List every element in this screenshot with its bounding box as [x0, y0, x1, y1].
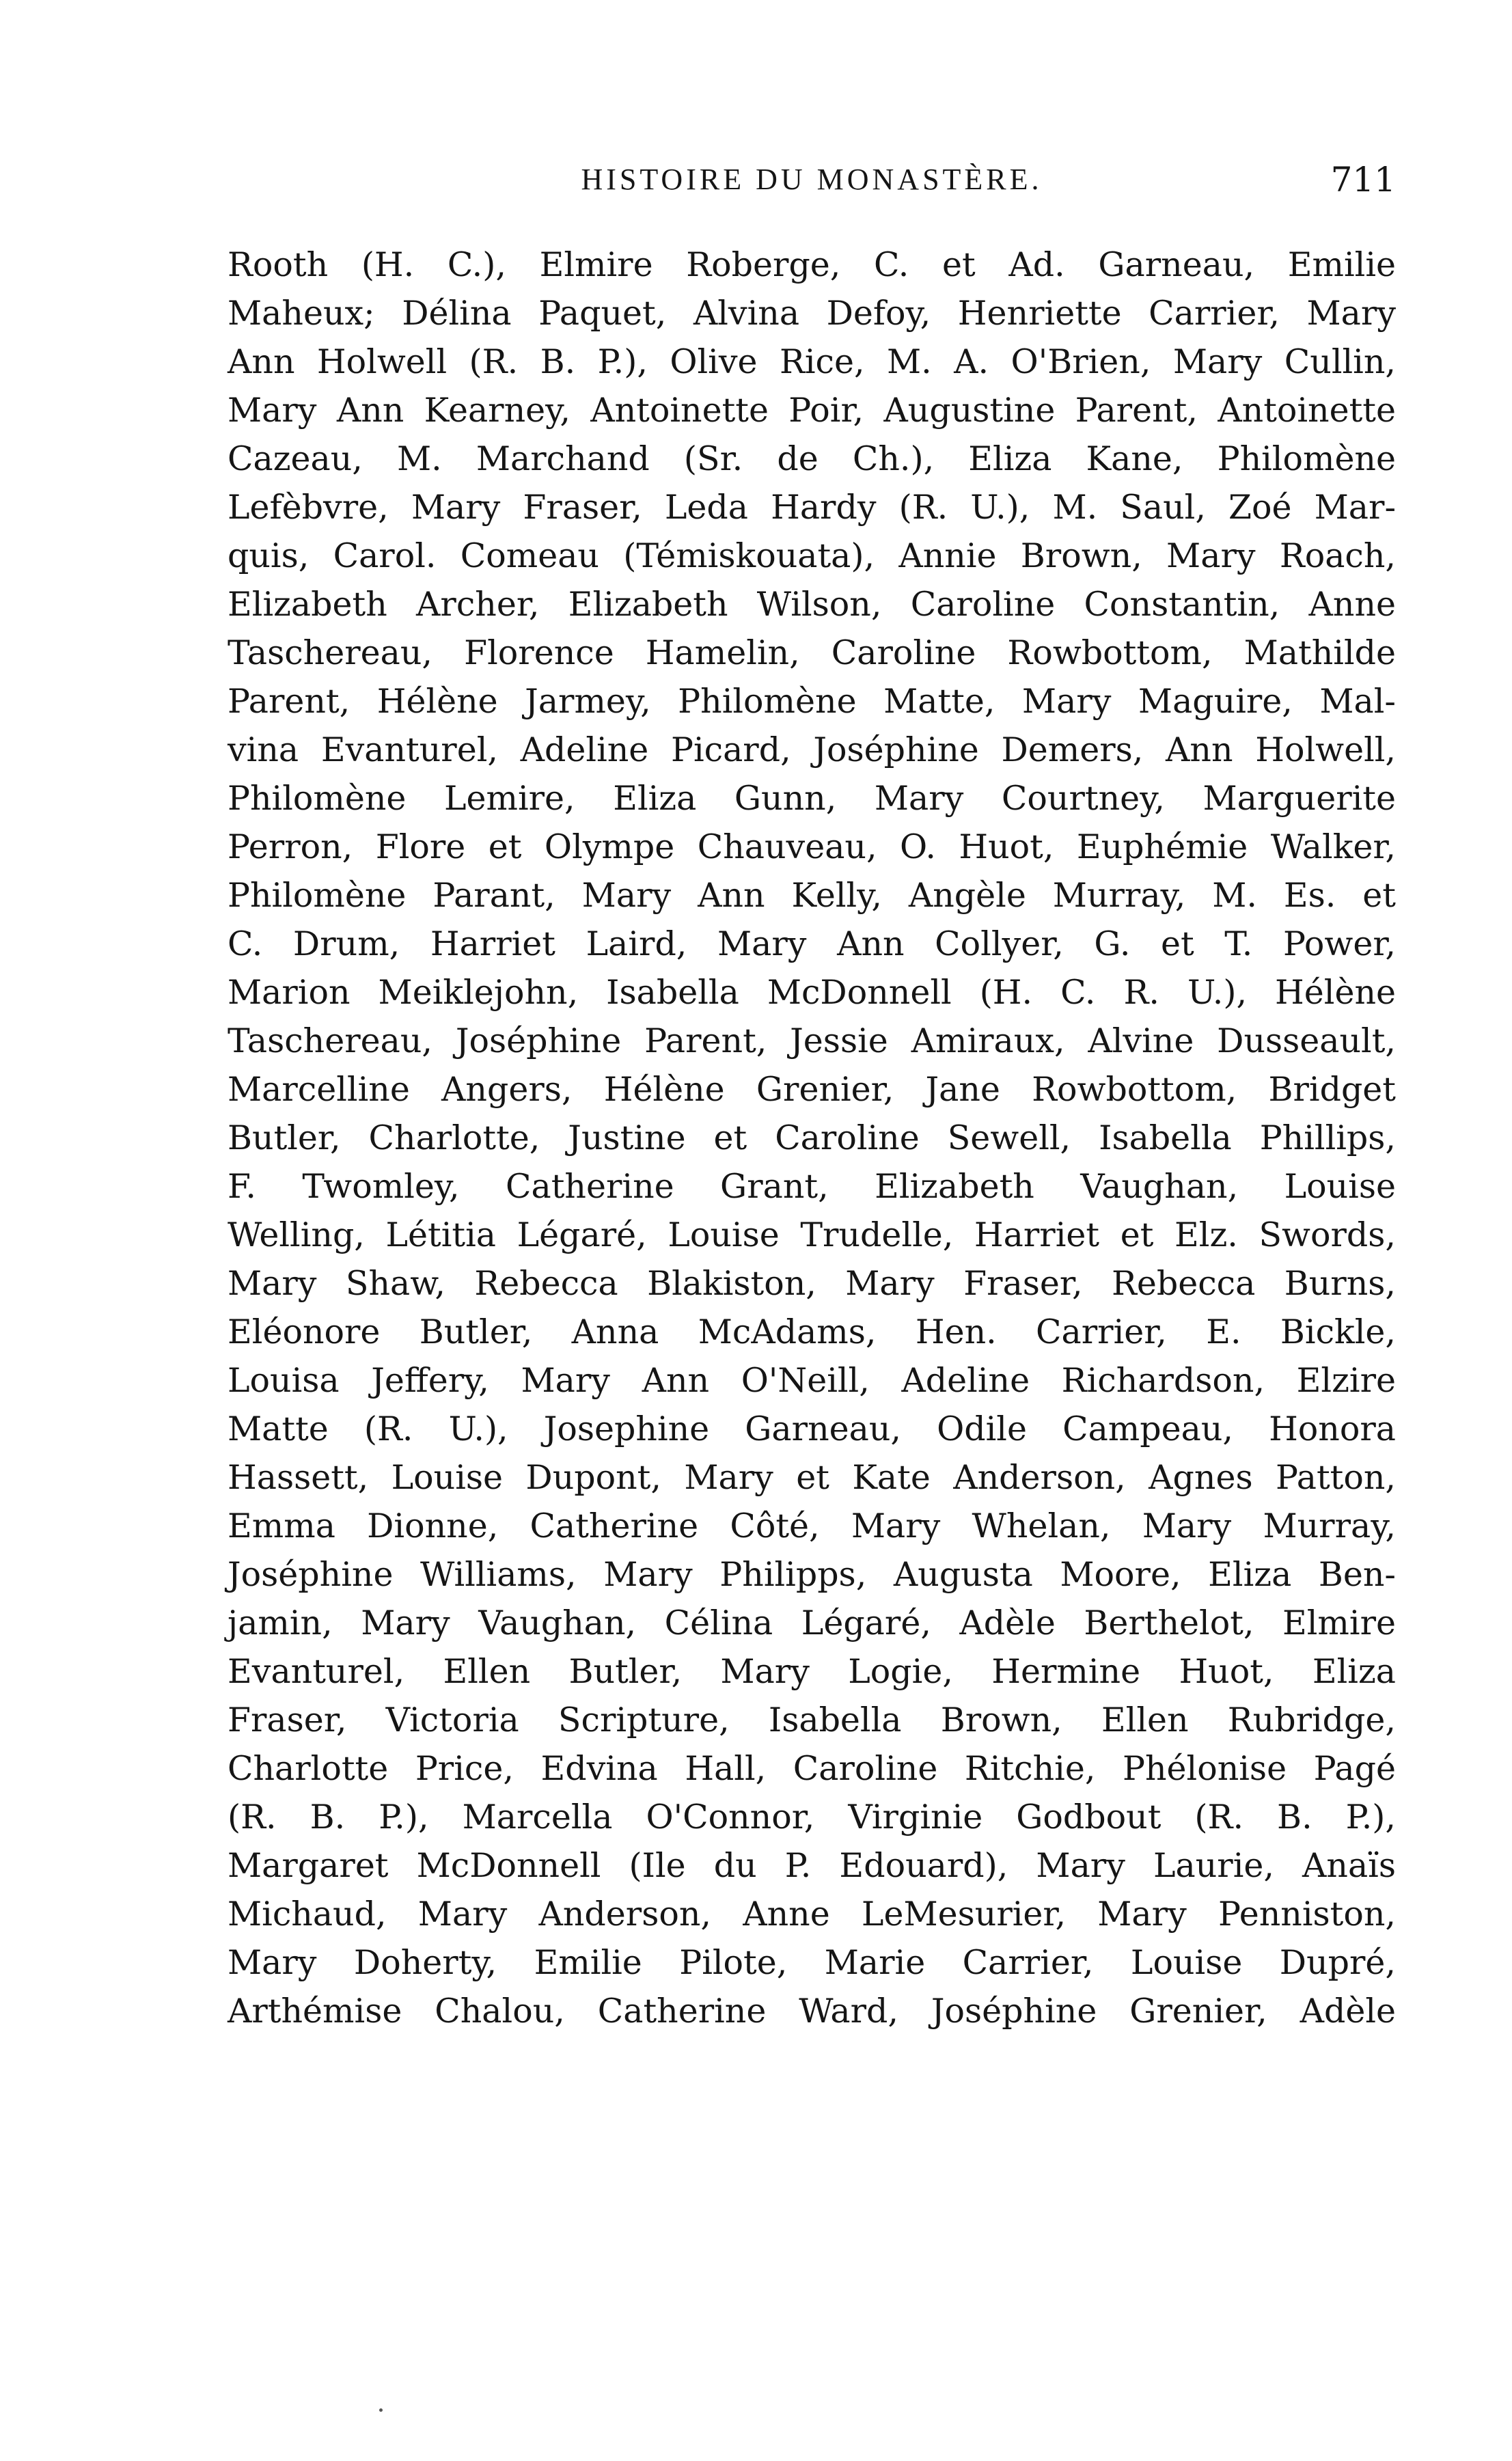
running-title: HISTOIRE DU MONASTÈRE. [581, 163, 1043, 196]
text-line: Mary Shaw, Rebecca Blakiston, Mary Fraser, Rebecca Burns, [228, 1264, 1396, 1303]
text-line: Louisa Jeffery, Mary Ann O'Neill, Adeline Richardson, Elzire [228, 1361, 1396, 1400]
text-line: vina Evanturel, Adeline Picard, Joséphine Demers, Ann Holwell, [228, 730, 1396, 769]
text-line: Mary Ann Kearney, Antoinette Poir, Augustine Parent, Antoinette [228, 391, 1396, 430]
ink-speck [379, 2408, 383, 2412]
text-line: Eléonore Butler, Anna McAdams, Hen. Carrier, E. Bickle, [228, 1312, 1396, 1351]
running-header [228, 156, 1396, 204]
text-line: F. Twomley, Catherine Grant, Elizabeth Vaughan, Louise [228, 1167, 1396, 1206]
text-line: Butler, Charlotte, Justine et Caroline Sewell, Isabella Phillips, [228, 1118, 1396, 1157]
text-line: Marcelline Angers, Hélène Grenier, Jane Rowbottom, Bridget [228, 1070, 1396, 1109]
text-line: Margaret McDonnell (Ile du P. Edouard), Mary Laurie, Anaïs [228, 1846, 1396, 1885]
text-line: (R. B. P.), Marcella O'Connor, Virginie Godbout (R. B. P.), [228, 1798, 1396, 1837]
text-line: Philomène Parant, Mary Ann Kelly, Angèle Murray, M. Es. et [228, 876, 1396, 915]
text-line: Hassett, Louise Dupont, Mary et Kate Anderson, Agnes Patton, [228, 1458, 1396, 1497]
text-line: Marion Meiklejohn, Isabella McDonnell (H. C. R. U.), Hélène [228, 973, 1396, 1012]
text-line: quis, Carol. Comeau (Témiskouata), Annie Brown, Mary Roach, [228, 536, 1396, 575]
text-line: Lefèbvre, Mary Fraser, Leda Hardy (R. U.), M. Saul, Zoé Mar- [228, 488, 1396, 527]
text-line: Mary Doherty, Emilie Pilote, Marie Carrier, Louise Dupré, [228, 1943, 1396, 1982]
text-line: Taschereau, Florence Hamelin, Caroline Rowbottom, Mathilde [228, 633, 1396, 672]
text-line: Matte (R. U.), Josephine Garneau, Odile Campeau, Honora [228, 1410, 1396, 1448]
page-number: 711 [1330, 160, 1396, 200]
text-line: Fraser, Victoria Scripture, Isabella Brown, Ellen Rubridge, [228, 1701, 1396, 1740]
text-line: C. Drum, Harriet Laird, Mary Ann Collyer, G. et T. Power, [228, 924, 1396, 963]
text-line: Cazeau, M. Marchand (Sr. de Ch.), Eliza Kane, Philomène [228, 439, 1396, 478]
body-text [228, 240, 1396, 2035]
text-line: Joséphine Williams, Mary Philipps, Augusta Moore, Eliza Ben- [228, 1555, 1396, 1594]
text-line: Rooth (H. C.), Elmire Roberge, C. et Ad. Garneau, Emilie [228, 245, 1396, 284]
text-line: Charlotte Price, Edvina Hall, Caroline Ritchie, Phélonise Pagé [228, 1749, 1396, 1788]
text-line: Parent, Hélène Jarmey, Philomène Matte, Mary Maguire, Mal- [228, 682, 1396, 721]
text-line: jamin, Mary Vaughan, Célina Légaré, Adèle Berthelot, Elmire [228, 1604, 1396, 1642]
text-line: Taschereau, Joséphine Parent, Jessie Amiraux, Alvine Dusseault, [228, 1021, 1396, 1060]
text-line: Michaud, Mary Anderson, Anne LeMesurier, Mary Penniston, [228, 1895, 1396, 1934]
text-line: Evanturel, Ellen Butler, Mary Logie, Hermine Huot, Eliza [228, 1652, 1396, 1691]
text-line: Perron, Flore et Olympe Chauveau, O. Huot, Euphémie Walker, [228, 827, 1396, 866]
text-line: Emma Dionne, Catherine Côté, Mary Whelan, Mary Murray, [228, 1507, 1396, 1545]
text-line: Maheux; Délina Paquet, Alvina Defoy, Henriette Carrier, Mary [228, 294, 1396, 333]
text-line: Ann Holwell (R. B. P.), Olive Rice, M. A. O'Brien, Mary Cullin, [228, 342, 1396, 381]
text-line: Arthémise Chalou, Catherine Ward, Joséphine Grenier, Adèle [228, 1992, 1396, 2031]
text-line: Welling, Létitia Légaré, Louise Trudelle, Harriet et Elz. Swords, [228, 1215, 1396, 1254]
text-line: Elizabeth Archer, Elizabeth Wilson, Caroline Constantin, Anne [228, 585, 1396, 624]
text-line: Philomène Lemire, Eliza Gunn, Mary Courtney, Marguerite [228, 779, 1396, 818]
